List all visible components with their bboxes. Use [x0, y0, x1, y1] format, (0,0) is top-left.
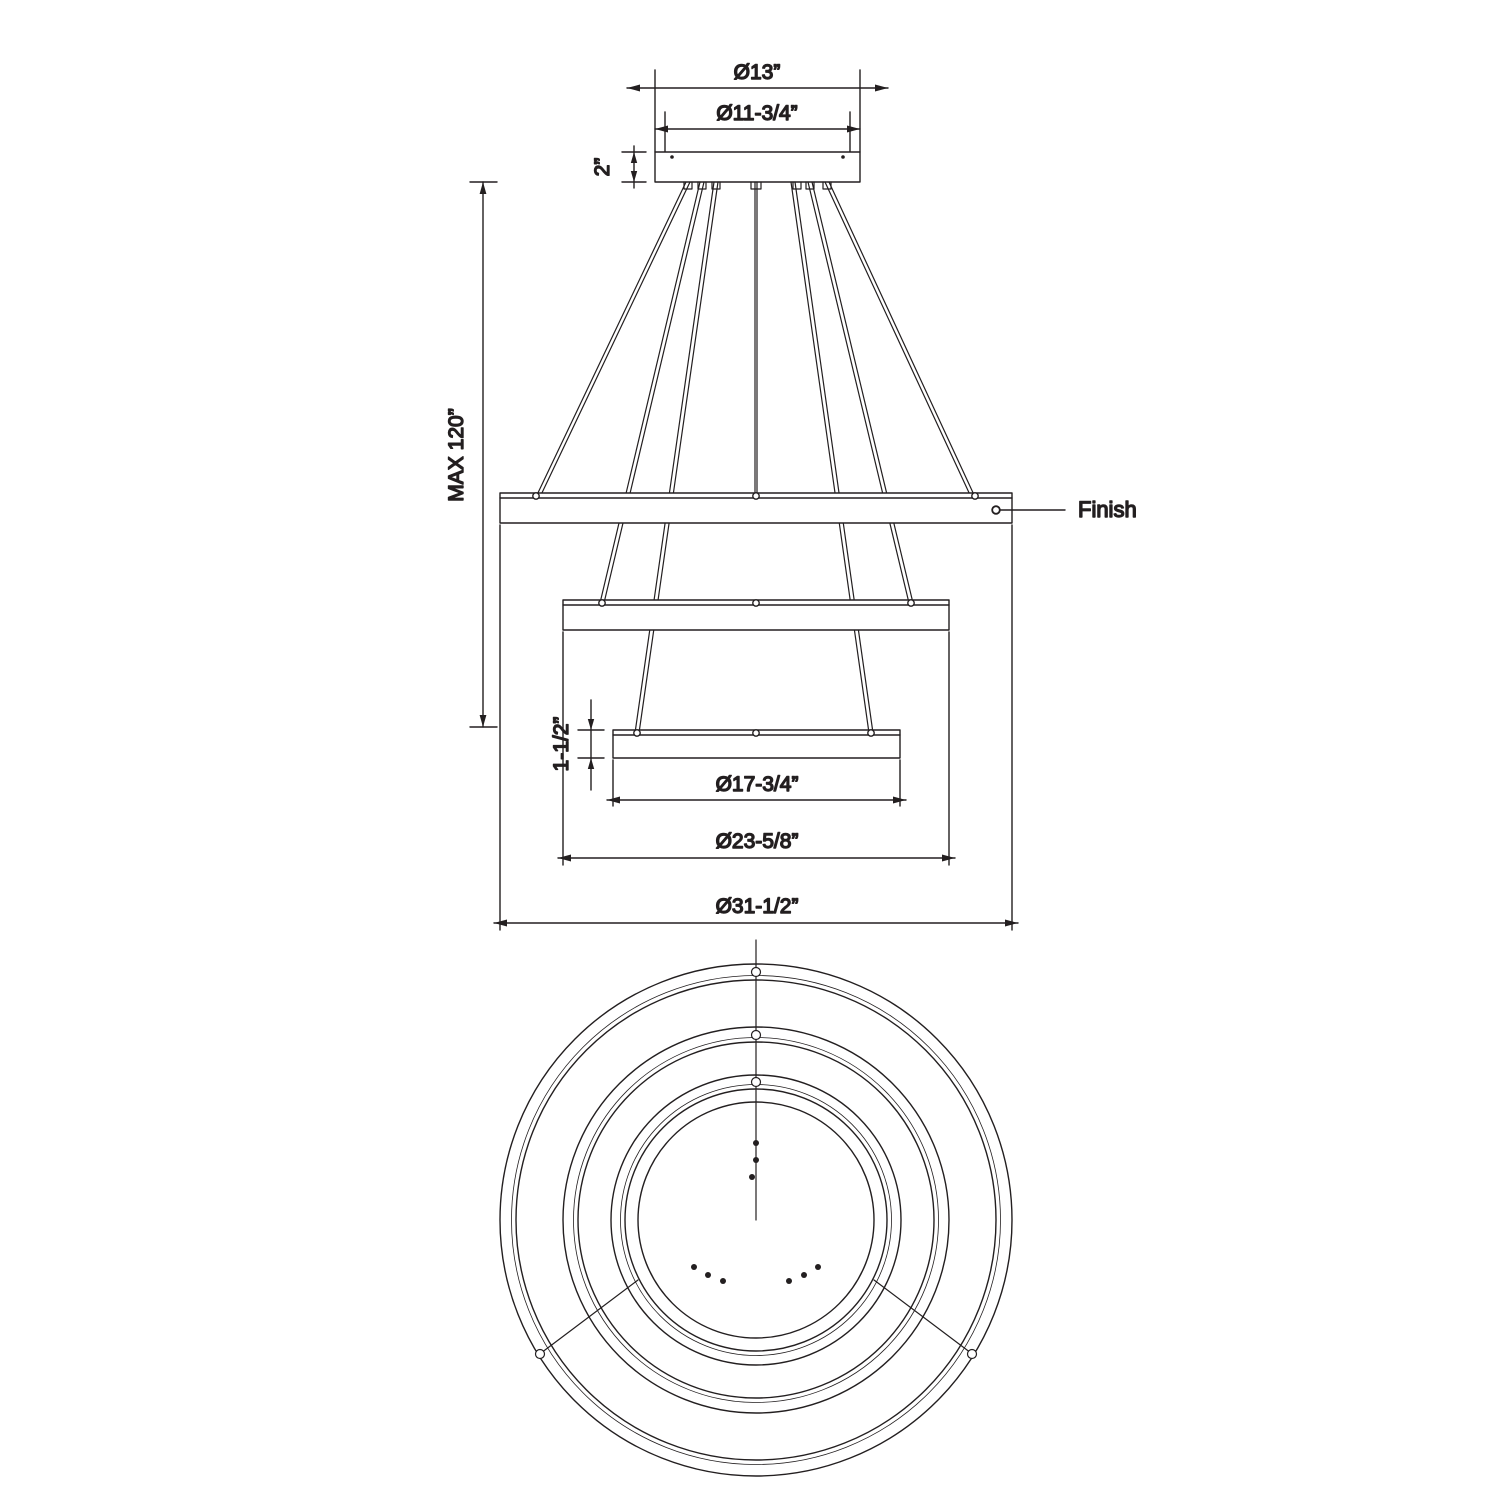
dimension-label-canopy-outer: Ø13”: [733, 61, 781, 84]
dimension-label-canopy-inner: Ø11-3/4”: [716, 102, 798, 125]
ring-small-elevation: [613, 730, 900, 758]
ring-medium-elevation: [563, 600, 949, 630]
dimension-label-ring-small: Ø17-3/4”: [715, 773, 799, 796]
ring-large-elevation: [500, 493, 1012, 523]
suspension-cables: [536, 182, 975, 733]
dimension-label-ring-thickness: 1-1/2”: [550, 716, 573, 772]
dimension-max-drop: [470, 182, 497, 727]
dimension-ring-thickness: [578, 700, 604, 790]
dimension-label-max-drop: MAX 120”: [445, 408, 468, 502]
dimension-label-ring-medium: Ø23-5/8”: [715, 830, 799, 853]
dimension-label-ring-large: Ø31-1/2”: [715, 895, 799, 918]
dimension-label-canopy-height: 2”: [591, 157, 614, 177]
plan-view: [500, 940, 1012, 1476]
callout-label-finish: Finish: [1078, 497, 1137, 522]
dimension-canopy-height: [622, 146, 646, 188]
canopy: [655, 152, 860, 182]
